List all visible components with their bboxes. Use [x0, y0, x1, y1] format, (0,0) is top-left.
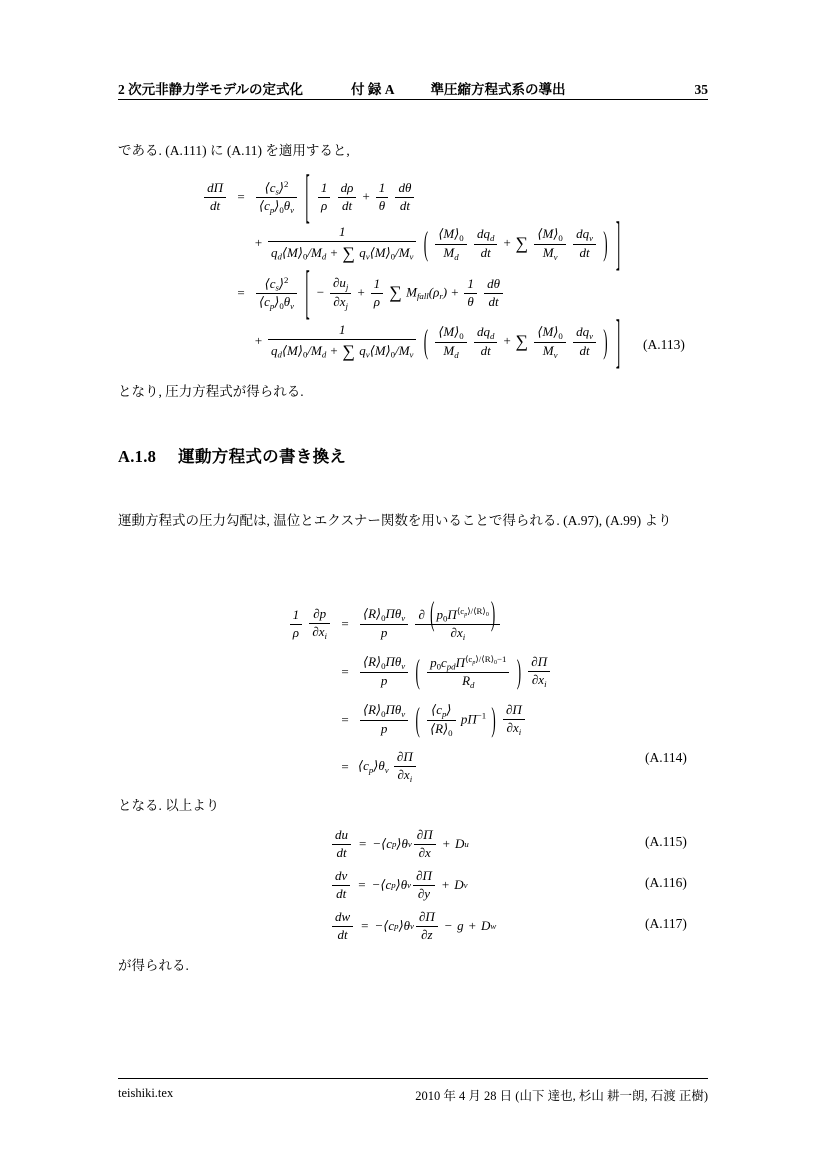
header-appendix-label: 付 録 A: [350, 82, 395, 97]
paragraph-closing: が得られる.: [118, 958, 189, 973]
eq113-relation-1: =: [237, 189, 245, 204]
paragraph-momentum-intro: 運動方程式の圧力勾配は, 温位とエクスナー関数を用いることで得られる. (A.97), (A.99) より: [118, 513, 672, 528]
header-appendix-title: 準圧縮方程式系の導出: [430, 82, 566, 97]
eq113-rhs-line3: $\frac{⟨c_s⟩^2}{⟨c_p⟩_0\theta_v}$ [ − $\frac{\partial u_j}{\partial x_j}$ + $\frac{1}{\rho}$ ∑ $M_{fall}(\rho_r)$ + $\frac{1}{\theta}$ $\frac{d\theta}{dt}$: [254, 275, 505, 312]
equation-number-a113: (A.113): [643, 337, 685, 352]
eq117-content: $\frac{dw}{dt}$ = −⟨c p ⟩θ v $\frac{\partial\Pi}{\partial z}$ − g + D w: [330, 910, 496, 943]
section-number: A.1.8: [118, 447, 157, 466]
eq114-rhs-line1: $\frac{⟨R⟩_0\Pi\theta_v}{p}$ $\frac{\partial ( p_0\Pi^{⟨c_p⟩/⟨R⟩_0} )}{\partial x_i}$: [358, 606, 502, 643]
paragraph-after-a114: となる. 以上より: [118, 798, 220, 813]
eq114-relation-1: =: [341, 616, 349, 631]
eq116-content: $\frac{dv}{dt}$ = −⟨c p ⟩θ v $\frac{\partial\Pi}{\partial y}$ + D v: [330, 869, 468, 902]
equation-a114: [246, 593, 552, 790]
equation-number-a114: (A.114): [645, 750, 687, 765]
header-chapter-title: 2 次元非静力学モデルの定式化: [118, 82, 303, 97]
eq114-lhs: $\frac{1}{\rho}$ $\frac{\partial p}{\partial x_i}$: [246, 607, 332, 641]
eq113-rhs-line2: + $\frac{1}{q_d⟨M⟩_0/M_d + \sum q_v⟨M⟩_0/M_v}$ ( $\frac{⟨M⟩_0}{M_d}$ $\frac{dq_d}{dt}$ + ∑ $\frac{⟨M⟩_0}{M_v}$ $\frac{dq_v}{dt}$ ) ]: [254, 207, 621, 277]
equation-a116: [330, 869, 468, 902]
eq113-rhs-line1: $\frac{⟨c_s⟩^2}{⟨c_p⟩_0\theta_v}$ [ $\frac{1}{\rho}$ $\frac{d\rho}{dt}$ + $\frac{1}{\theta}$ $\frac{d\theta}{dt}$: [254, 179, 416, 216]
equation-a115: [330, 828, 469, 861]
eq114-relation-2: =: [341, 664, 349, 679]
section-title: 運動方程式の書き換え: [178, 447, 347, 466]
equation-number-a117: (A.117): [645, 916, 687, 931]
footer-filename: teishiki.tex: [118, 1086, 174, 1100]
page-header: [118, 78, 708, 98]
eq113-lhs: $\frac{d\Pi}{dt}$: [150, 181, 228, 214]
eq114-rhs-line2: $\frac{⟨R⟩_0\Pi\theta_v}{p}$ ( $\frac{p_0c_{pd}\Pi^{⟨c_p⟩/⟨R⟩_0-1}}{R_d}$ ) $\frac{\partial\Pi}{\partial x_i}$: [358, 654, 552, 691]
paragraph-intro: である. (A.111) に (A.11) を適用すると,: [118, 143, 350, 158]
eq113-rhs-line4: + $\frac{1}{q_d⟨M⟩_0/M_d + \sum q_v⟨M⟩_0/M_v}$ ( $\frac{⟨M⟩_0}{M_d}$ $\frac{dq_d}{dt}$ + ∑ $\frac{⟨M⟩_0}{M_v}$ $\frac{dq_v}{dt}$ ) ]: [254, 305, 621, 375]
footer-divider: [118, 1078, 708, 1079]
equation-number-a116: (A.116): [645, 875, 687, 890]
page-footer: [118, 1086, 708, 1104]
equation-a117: [330, 910, 496, 943]
eq114-rhs-line4: $⟨c_p⟩\theta_v$ $\frac{\partial\Pi}{\partial x_i}$: [358, 750, 418, 784]
header-divider: [118, 99, 708, 100]
equation-a113: [150, 160, 623, 375]
eq113-relation-2: =: [237, 285, 245, 300]
eq114-relation-4: =: [341, 759, 349, 774]
eq114-rhs-line3: $\frac{⟨R⟩_0\Pi\theta_v}{p}$ ( $\frac{⟨c_p⟩}{⟨R⟩_0}$ $p\Pi^{-1}$ ) $\frac{\partial\Pi}{\partial x_i}$: [358, 703, 527, 738]
page-number: 35: [694, 82, 708, 97]
footer-credit: 2010 年 4 月 28 日 (山下 達也, 杉山 耕一朗, 石渡 正樹): [415, 1089, 708, 1103]
paragraph-after-a113: となり, 圧力方程式が得られる.: [118, 384, 304, 399]
eq114-relation-3: =: [341, 712, 349, 727]
eq115-content: $\frac{du}{dt}$ = −⟨c p ⟩θ v $\frac{\partial\Pi}{\partial x}$ + D u: [330, 828, 469, 861]
section-heading: [118, 443, 346, 467]
equation-number-a115: (A.115): [645, 834, 687, 849]
